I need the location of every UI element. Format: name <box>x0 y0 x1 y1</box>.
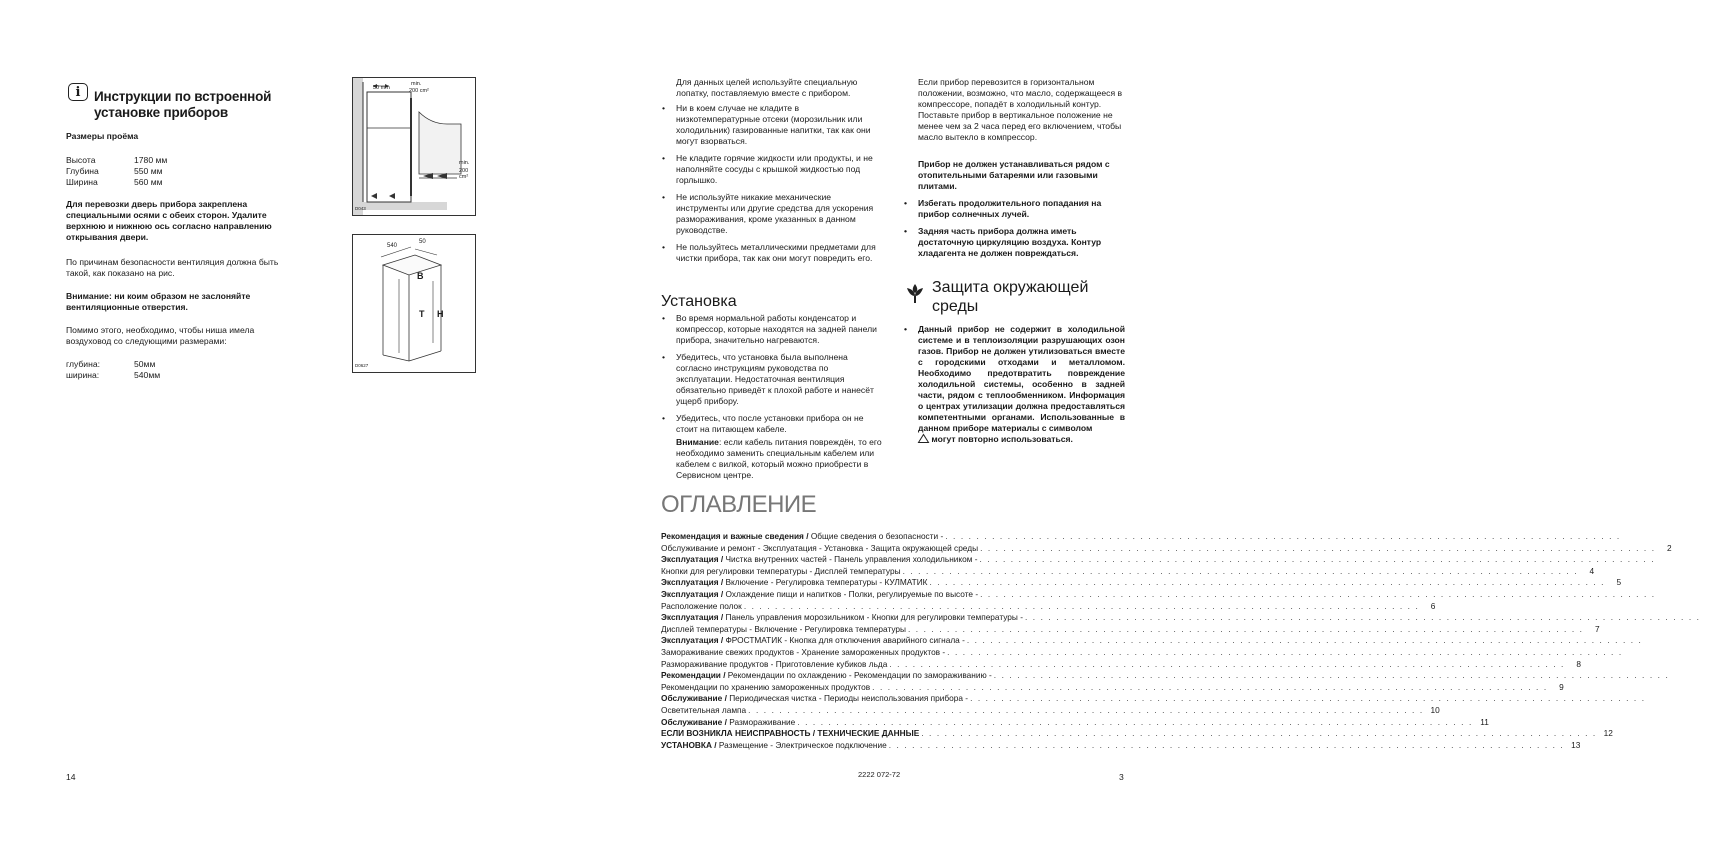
toc-entry-text <box>661 577 928 589</box>
toc-entry-topics: Общие сведения о безопасности - <box>808 531 944 541</box>
list-item: • Ни в коем случае не кладите в низкотемпературные отсеки (морозильник или холодильник) газированные напитки, так как они могут взорваться. <box>661 103 883 147</box>
dim-label: Ширина <box>66 177 98 187</box>
section-title-builtin <box>94 89 271 121</box>
list-item: • Не кладите горячие жидкости или продукты, и не наполняйте сосуды с крышкой жидкостью под горлышко. <box>661 153 883 186</box>
fig-label-50mm: 50 mm <box>373 85 390 91</box>
list-item: • Во время нормальной работы конденсатор и компрессор, которые находятся на задней панели прибора, значительно нагреваются. <box>661 313 883 346</box>
toc-row <box>661 531 1621 543</box>
toc-entry-topics: Кнопки для регулировки температуры - Дисплей температуры <box>661 565 901 576</box>
dim-row <box>66 359 216 370</box>
toc-row <box>661 577 1622 589</box>
dim-value: 1780 мм <box>134 155 168 165</box>
doc-code: 2222 072-72 <box>858 770 901 779</box>
figure-ventilation <box>352 77 476 216</box>
toc-entry-text <box>661 543 978 555</box>
toc-row <box>661 670 1670 682</box>
page-number-left: 14 <box>66 772 76 782</box>
env-text-end: могут повторно использоваться. <box>931 434 1073 444</box>
toc-leader-dots: . . . . . . . . . . . . . . . . . . . . . . . . . . . . . . . . . . . . . . . . . . . . . . . . . . . . . . . . . . . . . . . . . . . . . . . . . . . . . . . . . . . . . . . <box>1024 612 1701 623</box>
toc-row <box>661 681 1564 694</box>
toc-entry-section: Рекомендации / <box>661 670 726 681</box>
env-heading-line: среды <box>932 298 979 315</box>
recycle-icon <box>918 434 929 443</box>
dim-label: ширина: <box>66 370 100 380</box>
cable-warning-label: Внимание <box>676 437 719 447</box>
toc-list <box>661 531 1701 751</box>
ventilation-text: По причинам безопасности вентиляция должна быть такой, как показано на рис. <box>66 257 279 278</box>
toc-page-number <box>1625 647 1639 659</box>
toc-leader-dots: . . . . . . . . . . . . . . . . . . . . . . . . . . . . . . . . . . . . . . . . . . . . . . . . . . . . . . . . . . . . . . . . . . . . . . . . . . . . . . . . . . . . . . . <box>797 716 1473 727</box>
fig-label-50: 50 <box>419 239 426 245</box>
toc-page-number <box>1648 693 1662 705</box>
toc-row <box>661 739 1581 752</box>
toc-page-number: 11 <box>1480 716 1489 727</box>
toc-leader-dots: . . . . . . . . . . . . . . . . . . . . . . . . . . . . . . . . . . . . . . . . . . . . . . . . . . . . . . . . . . . . . . . . . . . . . . . . . . . . . . . . . . . . . . . <box>980 542 1656 553</box>
title-line: установке приборов <box>94 105 228 120</box>
dim-value: 550 мм <box>134 166 163 176</box>
list-item: • Задняя часть прибора должна иметь достаточную циркуляцию воздуха. Контур хладагента не должен повреждаться. <box>903 226 1128 259</box>
env-heading <box>932 278 1088 316</box>
title-line: Инструкции по встроенной <box>94 89 272 104</box>
toc-entry-text <box>661 612 1023 624</box>
toc-entry-topics: Замораживание свежих продуктов - Хранение замороженных продуктов - <box>661 646 946 657</box>
toc-entry-section: Обслуживание / <box>661 716 727 727</box>
ventilation-diagram <box>353 78 475 215</box>
toc-row <box>661 646 1623 659</box>
toc-entry-topics: Охлаждение пищи и напитков - Полки, регулируемые по высоте - <box>723 588 979 599</box>
env-heading-line: Защита окружающей <box>932 279 1089 296</box>
cable-warning <box>676 437 882 481</box>
toc-page-number: 12 <box>1603 728 1613 739</box>
dim-label: Высота <box>66 155 96 165</box>
toc-entry-section: Эксплуатация / <box>661 635 724 646</box>
toc-row <box>661 554 1656 566</box>
toc-entry-topics: Расположение полок <box>661 600 742 611</box>
toc-title: ОГЛАВЛЕНИЕ <box>661 491 817 518</box>
dim-value: 540мм <box>134 370 161 380</box>
toc-entry-text <box>661 740 887 752</box>
mid-intro: Для данных целей используйте специальную лопатку, поставляемую вместе с прибором. <box>676 77 858 98</box>
toc-entry-text <box>661 531 943 543</box>
list-item: • Избегать продолжительного попадания на прибор солнечных лучей. <box>903 198 1128 220</box>
niche-dims <box>66 359 216 381</box>
toc-entry-topics: Размещение - Электрическое подключение <box>716 739 887 750</box>
toc-entry-section: Эксплуатация / <box>661 577 724 588</box>
toc-entry-topics: Чистка внутренних частей - Панель управления холодильником - <box>723 554 978 565</box>
toc-entry-section: Эксплуатация / <box>661 554 724 565</box>
install-heading: Установка <box>661 293 737 310</box>
toc-entry-text <box>661 566 901 578</box>
dims-heading: Размеры проёма <box>66 131 139 141</box>
toc-row <box>661 542 1672 555</box>
toc-entry-text <box>661 728 919 740</box>
toc-row <box>661 704 1440 717</box>
fig-code: D0627 <box>355 363 369 368</box>
fig-label-t: T <box>419 309 425 319</box>
dim-row <box>66 155 216 166</box>
toc-entry-text <box>661 682 870 694</box>
toc-leader-dots: . . . . . . . . . . . . . . . . . . . . . . . . . . . . . . . . . . . . . . . . . . . . . . . . . . . . . . . . . . . . . . . . . . . . . . . . . . . . . . . . . . . . . . . <box>743 600 1420 611</box>
dim-value: 50мм <box>134 359 156 369</box>
toc-entry-section: Эксплуатация / <box>661 588 724 599</box>
toc-leader-dots: . . . . . . . . . . . . . . . . . . . . . . . . . . . . . . . . . . . . . . . . . . . . . . . . . . . . . . . . . . . . . . . . . . . . . . . . . . . . . . . . . . . . . . . <box>902 565 1579 576</box>
toc-entry-topics: Панель управления морозильником - Кнопки для регулировки температуры - <box>723 612 1023 623</box>
transport-note: Для перевозки дверь прибора закреплена специальными осями с обеих сторон. Удалите верхнюю и нижнюю ось согласно направлению открывания двери. <box>66 199 272 242</box>
list-item <box>903 324 1125 445</box>
toc-entry-text <box>661 705 746 717</box>
dims-table <box>66 155 216 188</box>
toc-entry-section: Обслуживание / <box>661 693 727 704</box>
safety-list <box>661 103 883 270</box>
toc-leader-dots: . . . . . . . . . . . . . . . . . . . . . . . . . . . . . . . . . . . . . . . . . . . . . . . . . . . . . . . . . . . . . . . . . . . . . . . . . . . . . . . . . . . . . . . <box>970 693 1646 704</box>
toc-leader-dots: . . . . . . . . . . . . . . . . . . . . . . . . . . . . . . . . . . . . . . . . . . . . . . . . . . . . . . . . . . . . . . . . . . . . . . . . . . . . . . . . . . . . . . . <box>888 739 1565 750</box>
heaters-note: Прибор не должен устанавливаться рядом с отопительными батареями или газовыми плитами. <box>918 159 1110 191</box>
list-item: • Не используйте никакие механические инструменты или другие средства для ускорения размораживания, кроме указанных в данном руководстве. <box>661 192 883 236</box>
toc-entry-topics: Дисплей температуры - Включение - Регулировка температуры <box>661 623 906 634</box>
toc-row <box>661 728 1613 740</box>
toc-entry-topics: Включение - Регулировка температуры - КУЛМАТИК <box>723 577 928 588</box>
toc-row <box>661 693 1646 705</box>
toc-leader-dots: . . . . . . . . . . . . . . . . . . . . . . . . . . . . . . . . . . . . . . . . . . . . . . . . . . . . . . . . . . . . . . . . . . . . . . . . . . . . . . . . . . . . . . . <box>929 577 1606 588</box>
toc-entry-topics: Периодическая чистка - Периоды неиспользования прибора - <box>726 693 969 704</box>
toc-leader-dots: . . . . . . . . . . . . . . . . . . . . . . . . . . . . . . . . . . . . . . . . . . . . . . . . . . . . . . . . . . . . . . . . . . . . . . . . . . . . . . . . . . . . . . . <box>979 554 1656 565</box>
fig-label-200: 200 cm² <box>459 168 469 180</box>
env-text: Данный прибор не содержит в холодильной системе и в теплоизоляции разрушающих озон газов. Прибор не должен утилизоваться вместе с городскими отходами и металломом. Необходимо предотвратить повреждение холодильной системы, особенно в задней части, рядом с теплообменником. Информация о центрах утилизации должна предоставляться компетентными органами. Использованные в данном приборе материалы с символом <box>918 324 1125 433</box>
toc-page-number: 8 <box>1576 658 1581 669</box>
toc-entry-text <box>661 589 978 601</box>
toc-entry-text <box>661 635 965 647</box>
flower-icon <box>903 280 927 304</box>
toc-leader-dots: . . . . . . . . . . . . . . . . . . . . . . . . . . . . . . . . . . . . . . . . . . . . . . . . . . . . . . . . . . . . . . . . . . . . . . . . . . . . . . . . . . . . . . . <box>889 658 1565 669</box>
dim-row <box>66 166 216 177</box>
toc-entry-text <box>661 601 742 613</box>
toc-leader-dots: . . . . . . . . . . . . . . . . . . . . . . . . . . . . . . . . . . . . . . . . . . . . . . . . . . . . . . . . . . . . . . . . . . . . . . . . . . . . . . . . . . . . . . . <box>872 681 1548 692</box>
toc-leader-dots: . . . . . . . . . . . . . . . . . . . . . . . . . . . . . . . . . . . . . . . . . . . . . . . . . . . . . . . . . . . . . . . . . . . . . . . . . . . . . . . . . . . . . . . <box>907 623 1584 634</box>
toc-page-number: 2 <box>1667 542 1672 553</box>
list-item: • Не пользуйтесь металлическими предметами для чистки прибора, так как они могут повредить его. <box>661 242 883 264</box>
placement-list <box>903 198 1128 265</box>
toc-leader-dots: . . . . . . . . . . . . . . . . . . . . . . . . . . . . . . . . . . . . . . . . . . . . . . . . . . . . . . . . . . . . . . . . . . . . . . . . . . . . . . . . . . . . . . . <box>980 588 1656 599</box>
toc-entry-text <box>661 693 968 705</box>
dim-row <box>66 370 216 381</box>
toc-row <box>661 658 1581 671</box>
toc-page-number: 10 <box>1430 704 1440 715</box>
niche-text: Помимо этого, необходимо, чтобы ниша имела воздуховод со следующими размерами: <box>66 325 255 346</box>
toc-page-number <box>1657 554 1671 566</box>
toc-entry-text <box>661 670 992 682</box>
toc-page-number <box>1658 589 1672 601</box>
toc-entry-topics: Размораживание продуктов - Приготовление кубиков льда <box>661 658 888 669</box>
dim-value: 560 мм <box>134 177 163 187</box>
toc-page-number: 7 <box>1594 623 1600 634</box>
dimensions-diagram <box>353 235 475 372</box>
toc-entry-section: ЕСЛИ ВОЗНИКЛА НЕИСПРАВНОСТЬ / ТЕХНИЧЕСКИЕ ДАННЫЕ <box>661 728 920 739</box>
toc-page-number: 9 <box>1559 681 1564 692</box>
toc-entry-text <box>661 647 945 659</box>
fig-label-min: min. <box>411 81 422 87</box>
transport-text: Если прибор перевозится в горизонтальном положении, возможно, что масло, содержащееся в компрессоре, попадёт в холодильный контур. Поставьте прибор в вертикальное положение не менее чем за 2 часа перед его включением, чтобы масло вытекло в компрессор. <box>918 77 1123 142</box>
list-item: • Убедитесь, что установка была выполнена согласно инструкциям руководства по эксплуатации. Недостаточная вентиляция обязательно приведёт к плохой работе и нанесёт ущерб прибору. <box>661 352 883 407</box>
toc-page-number <box>1703 612 1717 624</box>
toc-entry-topics: Обслуживание и ремонт - Эксплуатация - Установка - Защита окружающей среды <box>661 542 979 553</box>
toc-page-number <box>1671 670 1685 682</box>
toc-row <box>661 716 1489 729</box>
toc-entry-topics: ФРОСТМАТИК - Кнопка для отключения аварийного сигнала - <box>723 635 965 646</box>
toc-leader-dots: . . . . . . . . . . . . . . . . . . . . . . . . . . . . . . . . . . . . . . . . . . . . . . . . . . . . . . . . . . . . . . . . . . . . . . . . . . . . . . . . . . . . . . . <box>945 531 1621 541</box>
toc-leader-dots: . . . . . . . . . . . . . . . . . . . . . . . . . . . . . . . . . . . . . . . . . . . . . . . . . . . . . . . . . . . . . . . . . . . . . . . . . . . . . . . . . . . . . . . <box>947 646 1623 657</box>
toc-entry-section: Рекомендация и важные сведения / <box>661 531 809 541</box>
toc-entry-text <box>661 554 978 566</box>
toc-leader-dots: . . . . . . . . . . . . . . . . . . . . . . . . . . . . . . . . . . . . . . . . . . . . . . . . . . . . . . . . . . . . . . . . . . . . . . . . . . . . . . . . . . . . . . . <box>748 704 1424 715</box>
env-list <box>903 324 1125 451</box>
toc-entry-topics: Размораживание <box>726 716 796 727</box>
dim-label: Глубина <box>66 166 99 176</box>
fig-code: D043 <box>355 206 366 211</box>
dim-label: глубина: <box>66 359 100 369</box>
toc-row <box>661 635 1643 647</box>
info-icon: i <box>68 83 88 101</box>
toc-row <box>661 588 1656 601</box>
toc-entry-text <box>661 659 887 671</box>
toc-page-number <box>1644 635 1658 647</box>
toc-row <box>661 612 1701 624</box>
toc-entry-text <box>661 717 795 729</box>
toc-leader-dots: . . . . . . . . . . . . . . . . . . . . . . . . . . . . . . . . . . . . . . . . . . . . . . . . . . . . . . . . . . . . . . . . . . . . . . . . . . . . . . . . . . . . . . . <box>993 670 1670 681</box>
list-item: • Убедитесь, что после установки прибора он не стоит на питающем кабеле. <box>661 413 883 435</box>
toc-leader-dots: . . . . . . . . . . . . . . . . . . . . . . . . . . . . . . . . . . . . . . . . . . . . . . . . . . . . . . . . . . . . . . . . . . . . . . . . . . . . . . . . . . . . . . . <box>921 728 1597 739</box>
toc-leader-dots: . . . . . . . . . . . . . . . . . . . . . . . . . . . . . . . . . . . . . . . . . . . . . . . . . . . . . . . . . . . . . . . . . . . . . . . . . . . . . . . . . . . . . . . <box>966 635 1643 646</box>
toc-entry-topics: Рекомендации по охлаждению - Рекомендации по замораживанию - <box>725 670 992 681</box>
fig-label-540: 540 <box>387 243 398 249</box>
toc-page-number: 13 <box>1571 739 1581 750</box>
toc-page-number: 6 <box>1430 600 1436 611</box>
fig-label-h: H <box>437 309 444 319</box>
toc-row <box>661 565 1595 578</box>
page-number-right: 3 <box>1119 772 1124 782</box>
fig-label-200: 200 cm² <box>409 88 429 94</box>
toc-row <box>661 600 1436 613</box>
cable-warning-text: : если кабель питания повреждён, то его необходимо заменить специальным кабелем или кабелем с вилкой, который можно приобрести в Сервисном центре. <box>676 437 882 480</box>
toc-page-number: 4 <box>1589 565 1595 576</box>
toc-entry-topics: Осветительная лампа <box>661 704 747 715</box>
toc-entry-section: Эксплуатация / <box>661 612 724 623</box>
dim-row <box>66 177 216 188</box>
fig-label-min: min. <box>459 160 470 166</box>
toc-entry-section: УСТАНОВКА / <box>661 739 717 750</box>
toc-page-number <box>1623 531 1637 543</box>
toc-entry-text <box>661 624 906 636</box>
toc-page-number: 5 <box>1616 577 1622 588</box>
install-list <box>661 313 883 441</box>
figure-dimensions <box>352 234 476 373</box>
ventilation-warning: Внимание: ни коим образом не заслоняйте вентиляционные отверстия. <box>66 291 251 312</box>
toc-entry-topics: Рекомендации по хранению замороженных продуктов <box>661 681 871 692</box>
fig-label-b: B <box>417 271 424 281</box>
toc-row <box>661 623 1600 636</box>
